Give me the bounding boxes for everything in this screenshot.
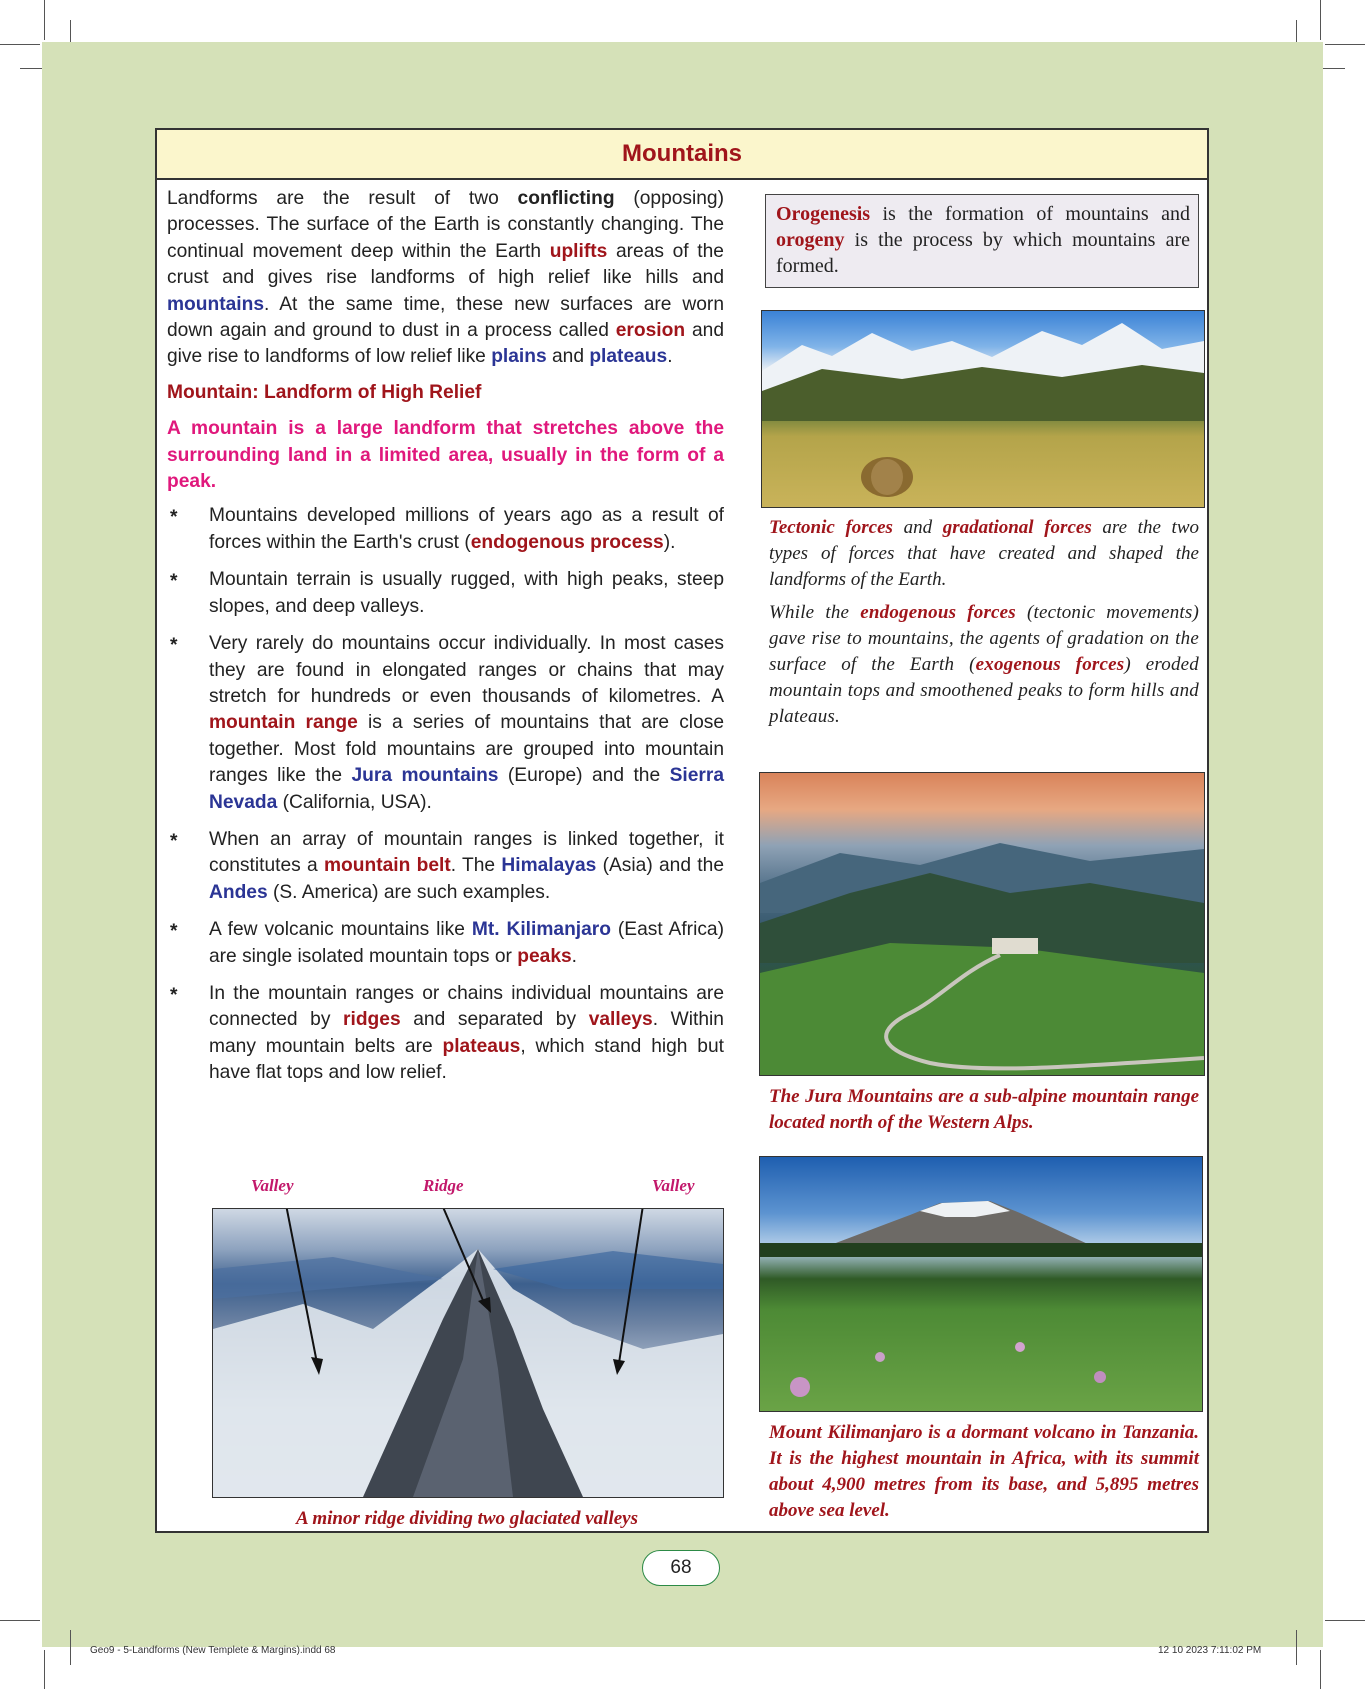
crop-mark [1320,1650,1321,1689]
crop-mark [0,1620,40,1621]
title-bar [157,130,1207,180]
subheading: Mountain: Landform of High Relief [167,381,482,403]
crop-mark [1325,44,1365,45]
footer-right: 12 10 2023 7:11:02 PM [1158,1645,1262,1656]
valley-label-right: Valley [652,1176,695,1195]
jura-mountains-photo [759,772,1205,1076]
list-item: * Mountains developed millions of years ago as a result of forces within the Earth's crust (endogenous process). [170,505,724,553]
jura-caption: The Jura Mountains are a sub-alpine mountain range located north of the Western Alps. [769,1086,1199,1133]
list-item: * Mountain terrain is usually rugged, with high peaks, steep slopes, and deep valleys. [170,569,724,617]
list-item: * In the mountain ranges or chains individual mountains are connected by ridges and separated by valleys. Within many mountain belts are plateaus, which stand high but have flat tops and low relief. [170,982,724,1084]
endogenous-caption: While the endogenous forces (tectonic movements) gave rise to mountains, the agents of gradation on the surface of the Earth (exogenous forces) eroded mountain tops and smoothened peaks to form hills and plateaus. [769,602,1200,727]
orogenesis-box: Orogenesis is the formation of mountains and orogeny is the process by which mountains are formed. [765,194,1199,288]
page-number: 68 [642,1550,720,1586]
kilimanjaro-caption: Mount Kilimanjaro is a dormant volcano in Tanzania. It is the highest mountain in Africa, with its summit about 4,900 metres from its base, and 5,895 metres above sea level. [769,1422,1199,1521]
kilimanjaro-photo [759,1156,1203,1412]
left-column [167,186,724,1098]
footer-left: Geo9 - 5-Landforms (New Templete & Margins).indd 68 [90,1645,336,1656]
crop-mark [1325,1620,1365,1621]
list-item: * Very rarely do mountains occur individually. In most cases they are found in elongated ranges or chains that may stretch for hundreds or even thousands of kilometres. A mountain range is a series of mountains that are close together. Most fold mountains are grouped into mountain ranges like the Jura mountains (Europe) and the Sierra Nevada (California, USA). [170,633,725,813]
ridge-valley-photo [212,1208,724,1498]
list-item: * A few volcanic mountains like Mt. Kilimanjaro (East Africa) are single isolated mountain tops or peaks. [170,919,724,967]
valley-label-left: Valley [251,1176,294,1195]
bullet-list [167,503,724,1086]
crop-mark [1320,0,1321,40]
crop-mark [44,1650,45,1689]
ridge-label: Ridge [423,1176,464,1195]
mountain-definition: A mountain is a large landform that stretches above the surrounding land in a limited area, usually in the form of a peak. [167,418,724,493]
mountain-meadow-photo [761,310,1205,508]
intro-paragraph: Landforms are the result of two conflicting (opposing) processes. The surface of the Earth is constantly changing. The continual movement deep within the Earth uplifts areas of the crust and gives rise landforms of high relief like hills and mountains. At the same time, these new surfaces are worn down again and ground to dust in a process called erosion and give rise to landforms of low relief like plains and plateaus. [167,188,724,368]
crop-mark [70,1630,71,1665]
content-panel [155,128,1209,1533]
crop-mark [44,0,45,40]
ridge-caption: A minor ridge dividing two glaciated valleys [296,1508,638,1529]
crop-mark [0,44,40,45]
forces-caption: Tectonic forces and gradational forces are the two types of forces that have created and shaped the landforms of the Earth. [769,517,1199,590]
list-item: * When an array of mountain ranges is linked together, it constitutes a mountain belt. The Himalayas (Asia) and the Andes (S. America) are such examples. [170,828,724,903]
crop-mark [1296,1630,1297,1665]
page-title: Mountains [622,140,742,167]
